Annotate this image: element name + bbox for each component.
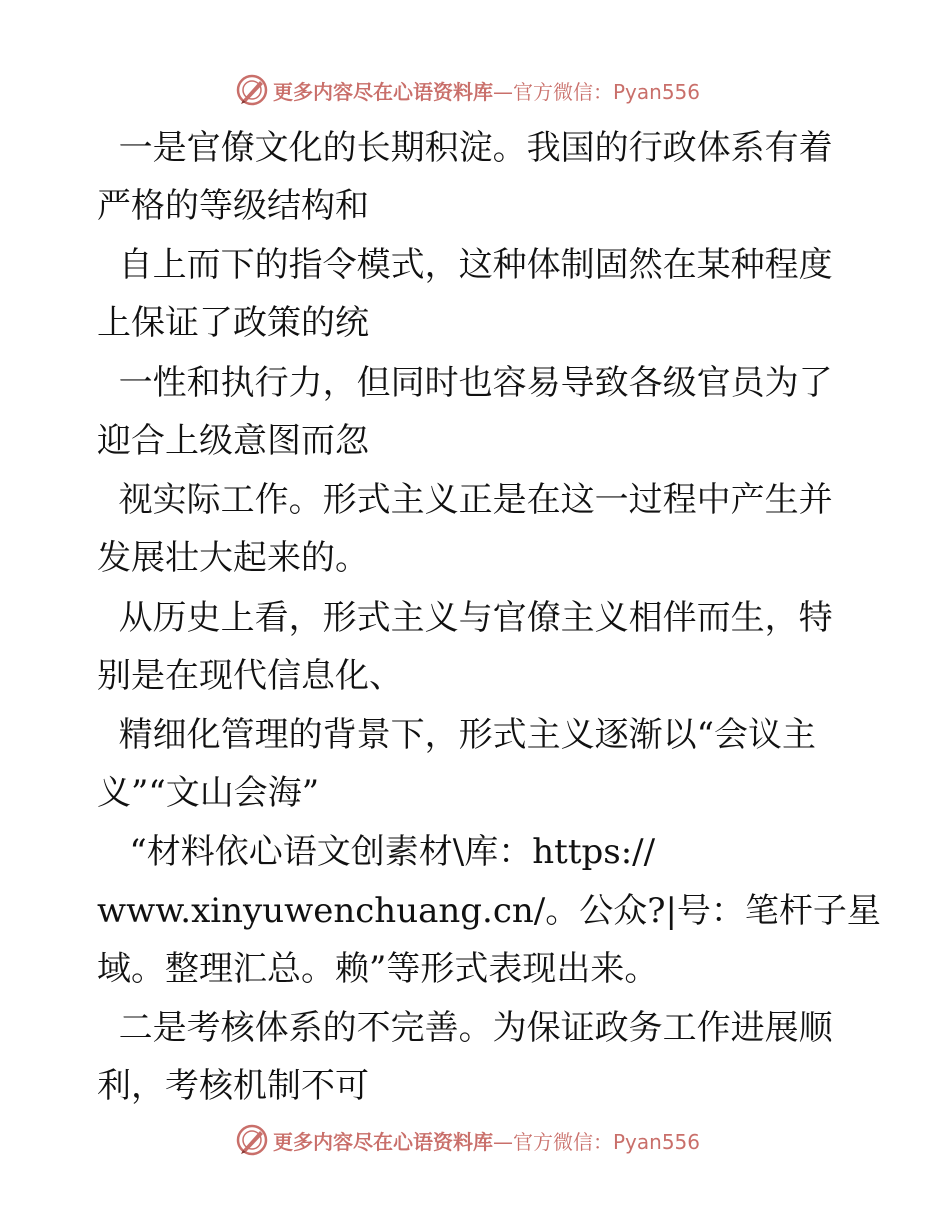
- pen-seal-icon: [235, 1123, 269, 1157]
- body-line: www.xinyuwenchuang.cn/。公众?|号：笔杆子星: [97, 891, 881, 931]
- body-line: 一性和执行力，但同时也容易导致各级官员为了: [97, 363, 833, 403]
- watermark-header: [235, 70, 700, 110]
- body-line: 一是官僚文化的长期积淀。我国的行政体系有着: [97, 128, 833, 168]
- body-line: 自上而下的指令模式，这种体制固然在某种程度: [97, 245, 833, 285]
- watermark-main-text: 更多内容尽在心语资料库: [273, 79, 493, 104]
- watermark-footer: [235, 1120, 700, 1160]
- watermark-sub-text: —官方微信：Pyan556: [493, 79, 701, 104]
- body-line: 域。整理汇总。赖”等形式表现出来。: [97, 949, 659, 989]
- body-line: 迎合上级意图而忽: [97, 421, 369, 461]
- body-line: 视实际工作。形式主义正是在这一过程中产生并: [97, 480, 833, 520]
- body-line: 义”“文山会海”: [97, 773, 320, 813]
- body-line: 发展壮大起来的。: [97, 538, 369, 578]
- watermark-main-text: 更多内容尽在心语资料库: [273, 1129, 493, 1154]
- body-line: “材料依心语文创素材\库：https://: [97, 832, 656, 872]
- body-line: 精细化管理的背景下，形式主义逐渐以“会议主: [97, 715, 816, 755]
- body-line: 从历史上看，形式主义与官僚主义相伴而生，特: [97, 598, 833, 638]
- body-line: 严格的等级结构和: [97, 186, 369, 226]
- body-line: 上保证了政策的统: [97, 303, 369, 343]
- watermark-sub-text: —官方微信：Pyan556: [493, 1129, 701, 1154]
- body-line: 利，考核机制不可: [97, 1066, 369, 1106]
- body-line: 别是在现代信息化、: [97, 656, 403, 696]
- pen-seal-icon: [235, 73, 269, 107]
- body-line: 二是考核体系的不完善。为保证政务工作进展顺: [97, 1008, 833, 1048]
